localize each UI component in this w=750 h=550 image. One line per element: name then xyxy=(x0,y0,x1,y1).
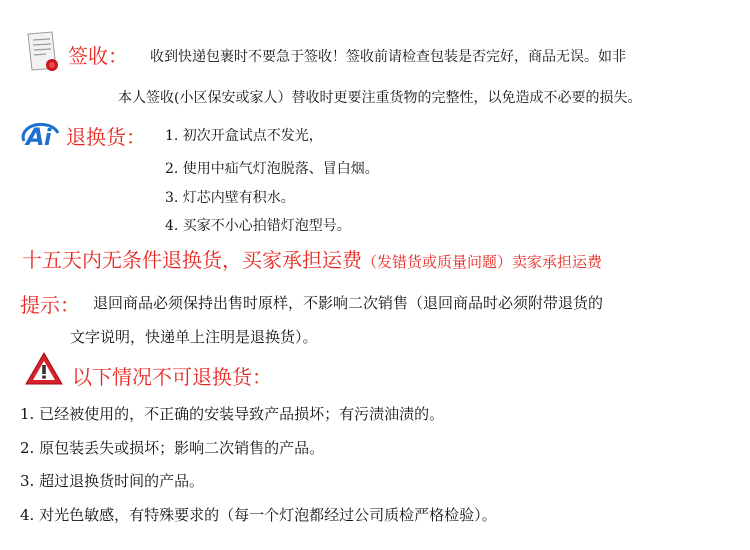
returns-item-3: 3. 灯芯内壁有积水。 xyxy=(165,190,295,206)
sign-text-line-2: 本人签收(小区保安或家人）替收时更要注重货物的完整性，以免造成不必要的损失。 xyxy=(118,90,642,106)
returns-item-2: 2. 使用中疝气灯泡脱落、冒白烟。 xyxy=(165,161,379,177)
returns-item-1: 1. 初次开盒试点不发光， xyxy=(165,128,323,144)
exclusion-item-1: 1. 已经被使用的，不正确的安装导致产品损坏；有污渍油渍的。 xyxy=(20,405,445,423)
tip-title: 提示： xyxy=(20,293,80,317)
sign-title: 签收： xyxy=(68,44,128,68)
exclusions-title: 以下情况不可退换货： xyxy=(72,365,272,389)
svg-text:i: i xyxy=(44,126,52,151)
document-seal-icon xyxy=(22,30,64,74)
tip-text-line-2: 文字说明，快递单上注明是退换货）。 xyxy=(70,328,318,346)
exclusion-item-4: 4. 对光色敏感，有特殊要求的（每一个灯泡都经过公司质检严格检验）。 xyxy=(20,506,497,524)
returns-item-4: 4. 买家不小心拍错灯泡型号。 xyxy=(165,218,351,234)
info-icon xyxy=(20,115,62,151)
exclusion-item-2: 2. 原包装丢失或损坏；影响二次销售的产品。 xyxy=(20,439,325,457)
returns-title: 退换货： xyxy=(66,125,146,149)
policy-note: （发错货或质量问题）卖家承担运费 xyxy=(362,253,603,271)
policy-line xyxy=(22,244,602,273)
warning-icon xyxy=(24,351,64,387)
tip-text-line-1: 退回商品必须保持出售时原样，不影响二次销售（退回商品时必须附带退货的 xyxy=(93,294,604,312)
sign-text-line-1: 收到快递包裹时不要急于签收！签收前请检查包装是否完好，商品无误。如非 xyxy=(150,49,626,65)
policy-main: 十五天内无条件退换货，买家承担运费 xyxy=(22,248,362,272)
exclusion-item-3: 3. 超过退换货时间的产品。 xyxy=(20,472,205,490)
svg-text:A: A xyxy=(26,123,45,151)
